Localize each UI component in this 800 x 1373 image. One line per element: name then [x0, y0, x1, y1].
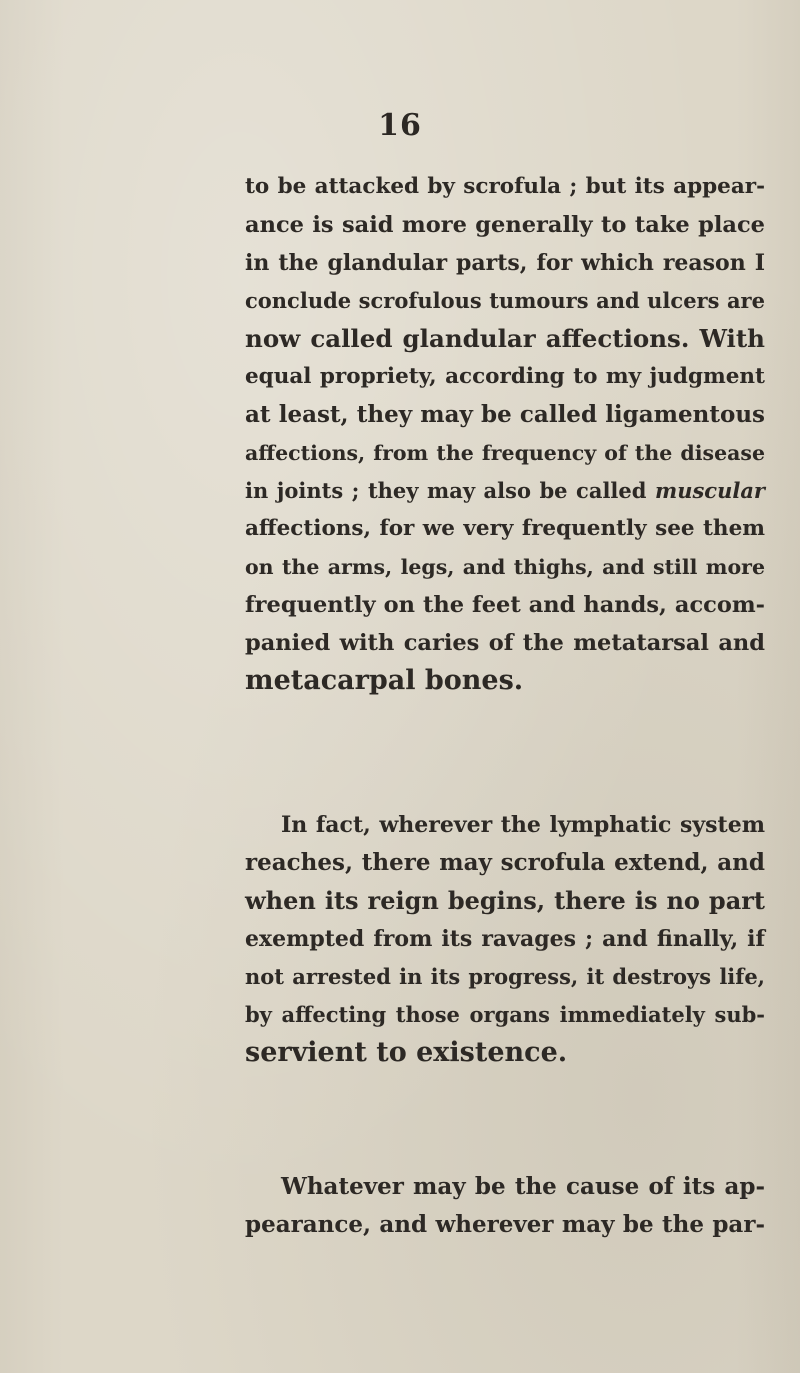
- text-line: metacarpal bones.: [245, 665, 524, 696]
- text-line: affections, for we very frequently see them: [245, 516, 765, 541]
- paragraph-1: [245, 168, 765, 700]
- text-line: conclude scrofulous tumours and ulcers are: [245, 288, 765, 313]
- text-line: pearance, and wherever may be the par-: [245, 1211, 765, 1238]
- text-line: reaches, there may scrofula extend, and: [245, 849, 765, 876]
- text-line: in joints ; they may also be called: [245, 478, 647, 503]
- text-line: affections, from the frequency of the disease: [245, 441, 765, 465]
- text-line: by affecting those organs immediately sub-: [245, 1002, 765, 1027]
- text-line-with-italic: [245, 472, 765, 510]
- text-line: panied with caries of the metatarsal and: [245, 630, 765, 656]
- page-number: 16: [378, 108, 422, 143]
- text-line: in the glandular parts, for which reason I: [245, 250, 765, 276]
- paragraph-2: [245, 806, 765, 1072]
- paragraph-3: [245, 1168, 765, 1244]
- text-line: servient to existence.: [245, 1037, 568, 1068]
- text-line: not arrested in its progress, it destroys life,: [245, 964, 765, 989]
- text-line: Whatever may be the cause of its ap-: [281, 1173, 765, 1200]
- text-line: exempted from its ravages ; and finally, if: [245, 926, 765, 952]
- text-line: In fact, wherever the lymphatic system: [281, 812, 765, 838]
- text-line: at least, they may be called ligamentous: [245, 401, 765, 428]
- italic-word: muscular: [654, 478, 765, 503]
- text-line: on the arms, legs, and thighs, and still more: [245, 555, 765, 579]
- text-line: frequently on the feet and hands, accom-: [245, 592, 765, 618]
- text-line: now called glandular affections. With: [245, 324, 765, 353]
- text-line: ance is said more generally to take place: [245, 212, 765, 238]
- text-line: equal propriety, according to my judgment: [245, 364, 765, 389]
- text-line: to be attacked by scrofula ; but its appear-: [245, 174, 765, 199]
- text-line: when its reign begins, there is no part: [245, 886, 765, 915]
